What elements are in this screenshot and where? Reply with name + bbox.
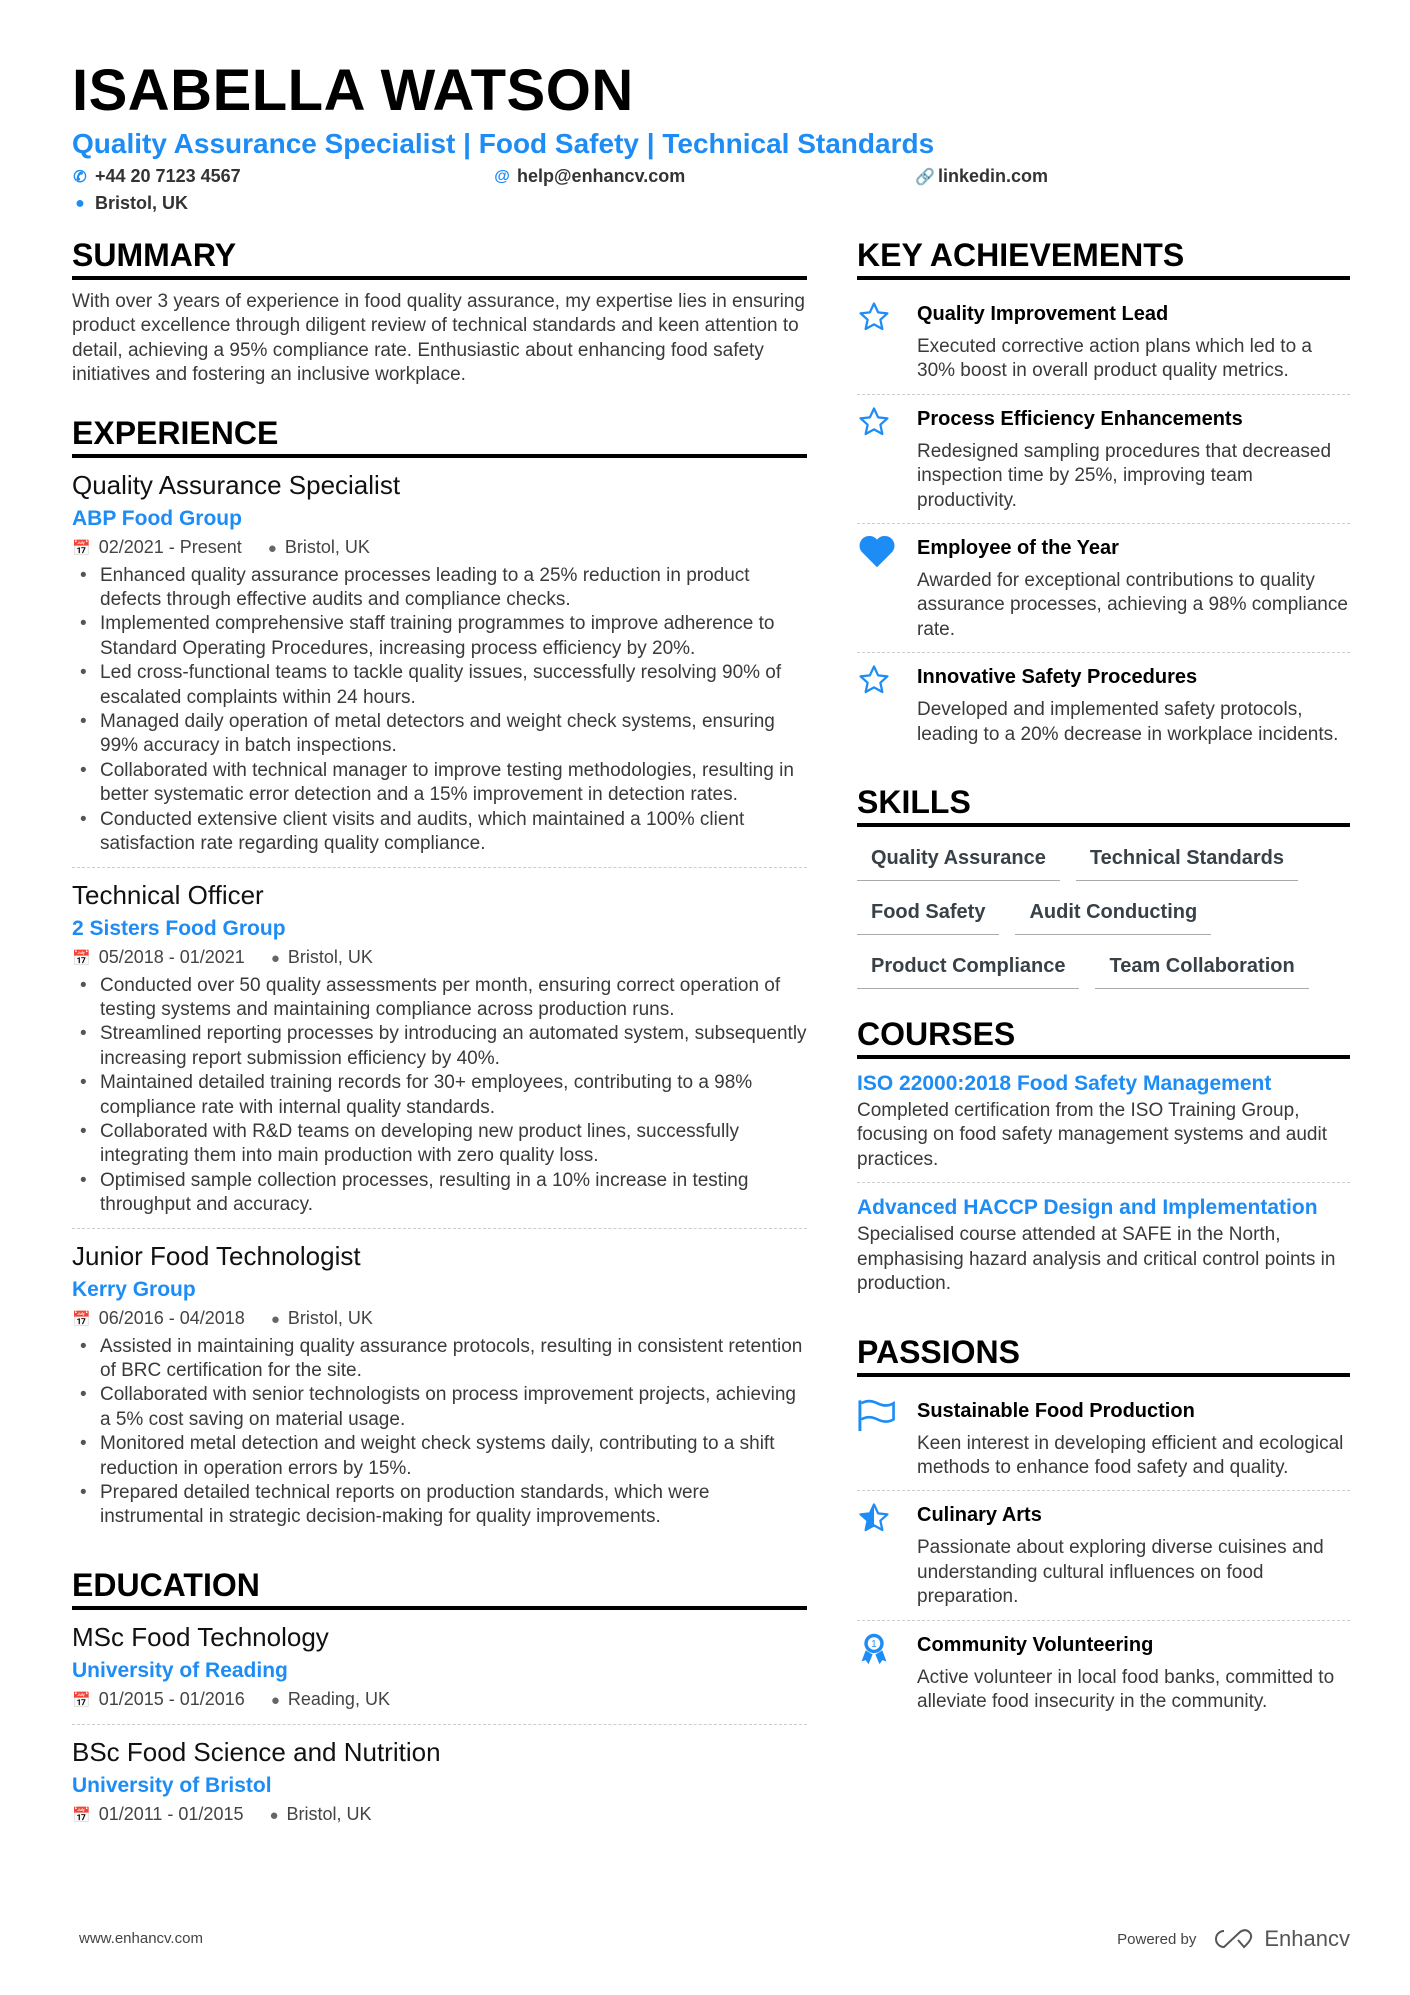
bullet-item: • Streamlined reporting processes by introducing an automated system, subsequently increasing report submission efficiency by 40%. <box>72 1022 807 1071</box>
education-location <box>269 1801 371 1829</box>
passion <box>857 1621 1350 1725</box>
passion-title: Community Volunteering <box>917 1633 1154 1656</box>
achievement-text: Awarded for exceptional contributions to quality assurance processes, achieving a 98% compliance rate. <box>917 570 1348 640</box>
achievement-title: Employee of the Year <box>917 537 1119 560</box>
skill-tag: Food Safety <box>857 895 999 935</box>
experience-entry <box>72 878 807 1229</box>
bullet-item: • Conducted extensive client visits and audits, which maintained a 100% client satisfaction rate regarding quality compliance. <box>72 808 807 857</box>
skill-tag: Product Compliance <box>857 949 1079 989</box>
date-text: 02/2021 - Present <box>98 536 242 557</box>
calendar-icon: 📅 <box>72 1691 91 1709</box>
achievement-title: Quality Improvement Lead <box>917 303 1169 325</box>
left-column <box>72 236 807 1865</box>
flag-icon <box>857 1397 917 1481</box>
linkedin-link[interactable]: linkedin.com <box>938 166 1049 186</box>
achievement <box>857 395 1350 524</box>
bullet-item: • Managed daily operation of metal detectors and weight check systems, ensuring 99% accuracy in batch inspections. <box>72 710 807 759</box>
job-location <box>271 944 373 972</box>
achievement <box>857 653 1350 757</box>
course-text: Specialised course attended at SAFE in the North, emphasising hazard analysis and critical control points in production. <box>857 1224 1336 1295</box>
achievement-text: Developed and implemented safety protocols, leading to a 20% decrease in workplace incidents. <box>917 699 1339 745</box>
contact-phone <box>72 166 241 187</box>
bullet-item: • Conducted over 50 quality assessments per month, ensuring correct operation of testing systems and maintaining compliance across production runs. <box>72 974 807 1023</box>
enhancv-logo-icon <box>1210 1928 1256 1950</box>
bullet-item: • Monitored metal detection and weight check systems daily, contributing to a shift reduction in operation errors by 15%. <box>72 1432 807 1481</box>
location-text: Bristol, UK <box>286 1803 372 1824</box>
bullet-item: • Enhanced quality assurance processes leading to a 25% reduction in product defects through effective audits and compliance checks. <box>72 564 807 613</box>
bullet-item: • Optimised sample collection processes, resulting in a 10% increase in testing throughput and accuracy. <box>72 1169 807 1218</box>
section-title: PASSIONS <box>857 1333 1350 1377</box>
headline: Quality Assurance Specialist | Food Safety | Technical Standards <box>72 128 935 159</box>
svg-text:1: 1 <box>871 1638 877 1650</box>
bullet-list <box>72 564 807 857</box>
contact-email[interactable] <box>494 166 685 187</box>
section-title: COURSES <box>857 1015 1350 1059</box>
achievement-content <box>917 405 1350 513</box>
passions-section <box>857 1333 1350 1725</box>
date-text: 06/2016 - 04/2018 <box>98 1307 245 1328</box>
skill-tag: Audit Conducting <box>1015 895 1211 935</box>
skill-tag: Technical Standards <box>1076 841 1298 881</box>
brand-name: Enhancv <box>1264 1926 1350 1951</box>
section-title: KEY ACHIEVEMENTS <box>857 236 1350 280</box>
passion-content <box>917 1631 1350 1715</box>
bullet-item: • Collaborated with technical manager to improve testing methodologies, resulting in better systematic error detection and a 15% improvement in detection rates. <box>72 759 807 808</box>
school-name[interactable]: University of Reading <box>72 1658 288 1682</box>
powered-by-label: Powered by <box>1117 1930 1197 1948</box>
achievement-content <box>917 534 1350 642</box>
passion-content <box>917 1501 1350 1609</box>
phone-text: +44 20 7123 4567 <box>95 166 241 186</box>
job-title: Junior Food Technologist <box>72 1240 361 1271</box>
achievement-text: Redesigned sampling procedures that decreased inspection time by 25%, improving team productivity. <box>917 440 1332 511</box>
date-text: 01/2015 - 01/2016 <box>98 1688 245 1709</box>
passion-title: Culinary Arts <box>917 1504 1042 1527</box>
star-outline-icon <box>857 300 917 384</box>
date-range <box>72 1801 243 1829</box>
achievement-content <box>917 663 1350 747</box>
job-location <box>268 534 370 562</box>
contact-linkedin[interactable] <box>915 166 1048 187</box>
degree: MSc Food Technology <box>72 1621 329 1652</box>
location-text: Bristol, UK <box>287 1307 373 1328</box>
bullet-item: • Implemented comprehensive staff training programmes to improve adherence to Standard Operating Procedures, increasing process efficiency by 20%. <box>72 612 807 661</box>
resume <box>72 58 1350 1865</box>
experience-entry <box>72 1239 807 1540</box>
at-icon: @ <box>494 167 510 185</box>
contact-location <box>72 193 188 214</box>
passion-title: Sustainable Food Production <box>917 1399 1195 1422</box>
section-title: EXPERIENCE <box>72 414 807 458</box>
education-entry <box>72 1735 807 1839</box>
achievement-title: Process Efficiency Enhancements <box>917 407 1243 430</box>
bullet-item: • Maintained detailed training records for 30+ employees, contributing to a 98% compliance rate with internal quality standards. <box>72 1071 807 1120</box>
date-range <box>72 944 245 972</box>
courses-section <box>857 1015 1350 1306</box>
job-location <box>271 1305 373 1333</box>
contact-info <box>72 166 1350 220</box>
job-meta <box>72 1305 807 1333</box>
summary-section <box>72 236 807 388</box>
company-name[interactable]: ABP Food Group <box>72 506 242 530</box>
achievement <box>857 524 1350 653</box>
job-title: Quality Assurance Specialist <box>72 469 401 500</box>
right-column <box>857 236 1350 1865</box>
degree: BSc Food Science and Nutrition <box>72 1736 441 1767</box>
location-text: Bristol, UK <box>287 946 373 967</box>
company-name[interactable]: 2 Sisters Food Group <box>72 916 286 940</box>
achievement-text: Executed corrective action plans which led to a 30% boost in overall product quality metrics. <box>917 336 1312 382</box>
location-text: Bristol, UK <box>95 193 189 213</box>
location-text: Bristol, UK <box>284 536 370 557</box>
education-section <box>72 1566 807 1839</box>
skills-section <box>857 783 1350 989</box>
email-link[interactable]: help@enhancv.com <box>517 166 686 186</box>
summary-text: With over 3 years of experience in food quality assurance, my expertise lies in ensuring product excellence through diligent review of technical standards and keen attention to detail, achieving a 95% compliance rate. Enthusiastic about enhancing food safety initiatives and fostering an inclusive workplace. <box>72 291 805 386</box>
star-outline-icon <box>857 405 917 513</box>
location-pin-icon: ● <box>270 1691 280 1709</box>
passion-content <box>917 1397 1350 1481</box>
date-range <box>72 534 242 562</box>
experience-section <box>72 414 807 1540</box>
skill-tag: Quality Assurance <box>857 841 1060 881</box>
passion-text: Active volunteer in local food banks, committed to alleviate food insecurity in the community. <box>917 1666 1335 1712</box>
location-pin-icon: ● <box>267 539 277 557</box>
website-link[interactable]: www.enhancv.com <box>79 1930 203 1947</box>
date-range <box>72 1686 245 1714</box>
course-title[interactable]: Advanced HACCP Design and Implementation <box>857 1196 1318 1220</box>
date-text: 01/2011 - 01/2015 <box>98 1803 244 1824</box>
calendar-icon: 📅 <box>72 1806 91 1824</box>
location-pin-icon: ● <box>270 949 280 967</box>
bullet-list <box>72 974 807 1218</box>
job-title: Technical Officer <box>72 879 264 910</box>
star-half-icon <box>857 1501 917 1609</box>
star-outline-icon <box>857 663 917 747</box>
experience-entry <box>72 468 807 868</box>
calendar-icon: 📅 <box>72 949 91 967</box>
passion-text: Keen interest in developing efficient and ecological methods to enhance food safety and quality. <box>917 1432 1344 1478</box>
education-location <box>271 1686 390 1714</box>
school-name[interactable]: University of Bristol <box>72 1773 272 1797</box>
phone-icon: ✆ <box>73 168 87 186</box>
bullet-item: • Led cross-functional teams to tackle quality issues, successfully resolving 90% of escalated complaints within 24 hours. <box>72 661 807 710</box>
achievements-section <box>857 236 1350 757</box>
course-entry <box>857 1193 1350 1306</box>
date-text: 05/2018 - 01/2021 <box>98 946 245 967</box>
job-meta <box>72 534 807 562</box>
passion <box>857 1387 1350 1492</box>
award-ribbon-icon <box>857 1631 917 1715</box>
footer <box>79 1926 1350 1951</box>
job-meta <box>72 944 807 972</box>
course-entry <box>857 1069 1350 1183</box>
section-title: SKILLS <box>857 783 1350 827</box>
enhancv-logo[interactable] <box>1210 1926 1350 1952</box>
section-title: SUMMARY <box>72 236 807 280</box>
bullet-item: • Assisted in maintaining quality assurance protocols, resulting in consistent retention of BRC certification for the site. <box>72 1335 807 1384</box>
education-entry <box>72 1620 807 1725</box>
education-meta <box>72 1686 807 1714</box>
link-icon: 🔗 <box>915 168 935 186</box>
bullet-item: • Collaborated with R&D teams on developing new product lines, successfully integrating them into main production with zero quality loss. <box>72 1120 807 1169</box>
location-pin-icon: ● <box>75 194 85 212</box>
bullet-item: • Collaborated with senior technologists on process improvement projects, achieving a 5% cost saving on material usage. <box>72 1383 807 1432</box>
section-title: EDUCATION <box>72 1566 807 1610</box>
location-text: Reading, UK <box>287 1688 390 1709</box>
skill-tag: Team Collaboration <box>1095 949 1308 989</box>
bullet-item: • Prepared detailed technical reports on production standards, which were instrumental in strategic decision-making for quality improvements. <box>72 1481 807 1530</box>
course-title[interactable]: ISO 22000:2018 Food Safety Management <box>857 1072 1272 1096</box>
location-pin-icon: ● <box>269 1806 279 1824</box>
bullet-list <box>72 1335 807 1530</box>
achievement <box>857 290 1350 395</box>
passion-text: Passionate about exploring diverse cuisines and understanding cultural influences on food preparation. <box>917 1537 1324 1608</box>
location-pin-icon: ● <box>270 1310 280 1328</box>
achievement-content <box>917 300 1350 384</box>
course-text: Completed certification from the ISO Training Group, focusing on food safety management systems and audit practices. <box>857 1100 1327 1170</box>
date-range <box>72 1305 245 1333</box>
company-name[interactable]: Kerry Group <box>72 1277 196 1301</box>
education-meta <box>72 1801 807 1829</box>
achievement-title: Innovative Safety Procedures <box>917 666 1198 689</box>
candidate-name: ISABELLA WATSON <box>72 58 634 123</box>
passion <box>857 1491 1350 1620</box>
calendar-icon: 📅 <box>72 1310 91 1328</box>
calendar-icon: 📅 <box>72 539 91 557</box>
heart-icon <box>857 534 917 642</box>
